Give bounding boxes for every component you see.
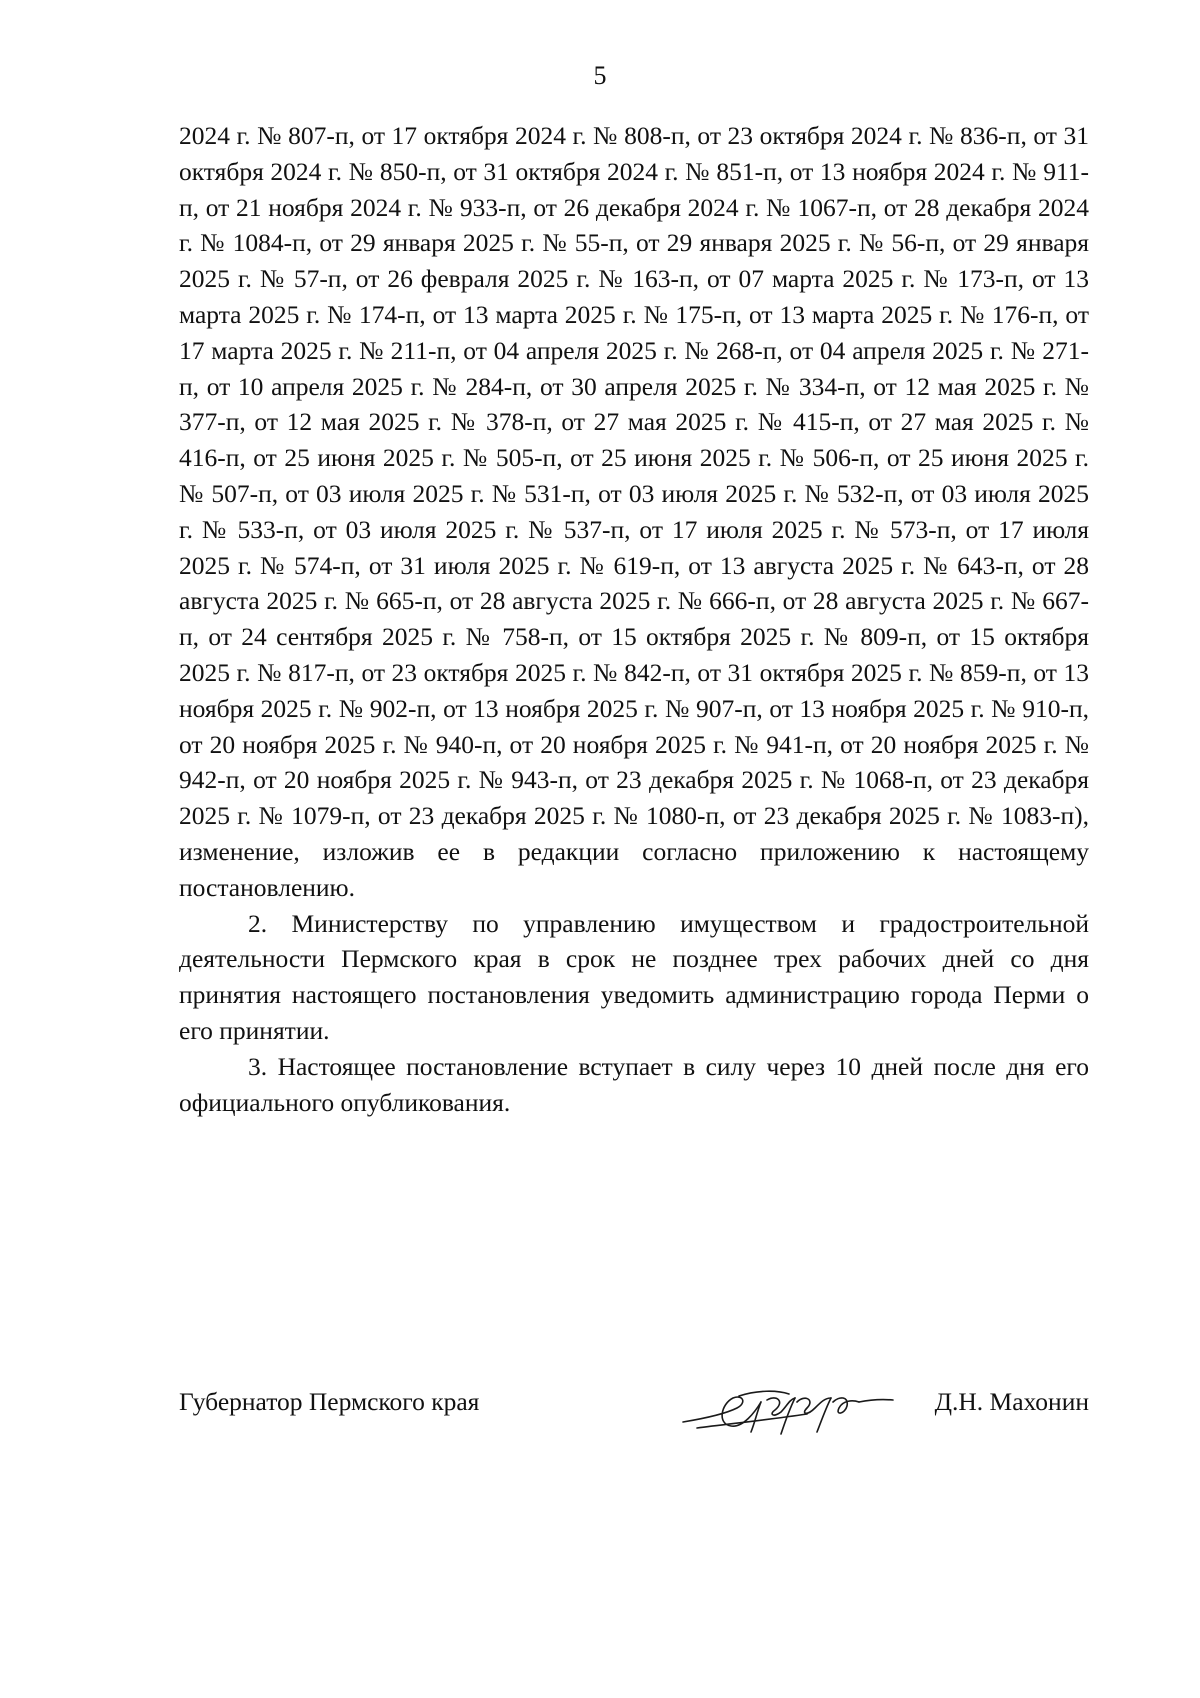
- page-number: 5: [593, 61, 607, 90]
- signature-block: [179, 1378, 1089, 1448]
- paragraph-resolution-list: 2024 г. № 807-п, от 17 октября 2024 г. № 808-п, от 23 октября 2024 г. № 836-п, от 31 октября 2024 г. № 850-п, от 31 октября 2024 г. № 851-п, от 13 ноября 2024 г. № 911-п, от 21 ноября 2024 г. № 933-п, от 26 декабря 2024 г. № 1067-п, от 28 декабря 2024 г. № 1084-п, от 29 января 2025 г. № 55-п, от 29 января 2025 г. № 56-п, от 29 января 2025 г. № 57-п, от 26 февраля 2025 г. № 163-п, от 07 марта 2025 г. № 173-п, от 13 марта 2025 г. № 174-п, от 13 марта 2025 г. № 175-п, от 13 марта 2025 г. № 176-п, от 17 марта 2025 г. № 211-п, от 04 апреля 2025 г. № 268-п, от 04 апреля 2025 г. № 271-п, от 10 апреля 2025 г. № 284-п, от 30 апреля 2025 г. № 334-п, от 12 мая 2025 г. № 377-п, от 12 мая 2025 г. № 378-п, от 27 мая 2025 г. № 415-п, от 27 мая 2025 г. № 416-п, от 25 июня 2025 г. № 505-п, от 25 июня 2025 г. № 506-п, от 25 июня 2025 г. № 507-п, от 03 июля 2025 г. № 531-п, от 03 июля 2025 г. № 532-п, от 03 июля 2025 г. № 533-п, от 03 июля 2025 г. № 537-п, от 17 июля 2025 г. № 573-п, от 17 июля 2025 г. № 574-п, от 31 июля 2025 г. № 619-п, от 13 августа 2025 г. № 643-п, от 28 августа 2025 г. № 665-п, от 28 августа 2025 г. № 666-п, от 28 августа 2025 г. № 667-п, от 24 сентября 2025 г. № 758-п, от 15 октября 2025 г. № 809-п, от 15 октября 2025 г. № 817-п, от 23 октября 2025 г. № 842-п, от 31 октября 2025 г. № 859-п, от 13 ноября 2025 г. № 902-п, от 13 ноября 2025 г. № 907-п, от 13 ноября 2025 г. № 910-п, от 20 ноября 2025 г. № 940-п, от 20 ноября 2025 г. № 941-п, от 20 ноября 2025 г. № 942-п, от 20 ноября 2025 г. № 943-п, от 23 декабря 2025 г. № 1068-п, от 23 декабря 2025 г. № 1079-п, от 23 декабря 2025 г. № 1080-п, от 23 декабря 2025 г. № 1083-п), изменение, изложив ее в редакции согласно приложению к настоящему постановлению.: [179, 121, 1089, 902]
- paragraph-item-3: 3. Настоящее постановление вступает в силу через 10 дней после дня его официального опубликования.: [179, 1051, 1089, 1117]
- paragraph-item-2: 2. Министерству по управлению имуществом и градостроительной деятельности Пермского края в срок не позднее трех рабочих дней со дня принятия настоящего постановления уведомить администрацию города Перми о его принятии.: [179, 908, 1089, 1045]
- handwritten-signature-icon: [677, 1378, 897, 1440]
- signatory-position: Губернатор Пермского края: [179, 1387, 480, 1416]
- signatory-name: Д.Н. Махонин: [934, 1387, 1089, 1416]
- document-body: [179, 118, 1089, 1120]
